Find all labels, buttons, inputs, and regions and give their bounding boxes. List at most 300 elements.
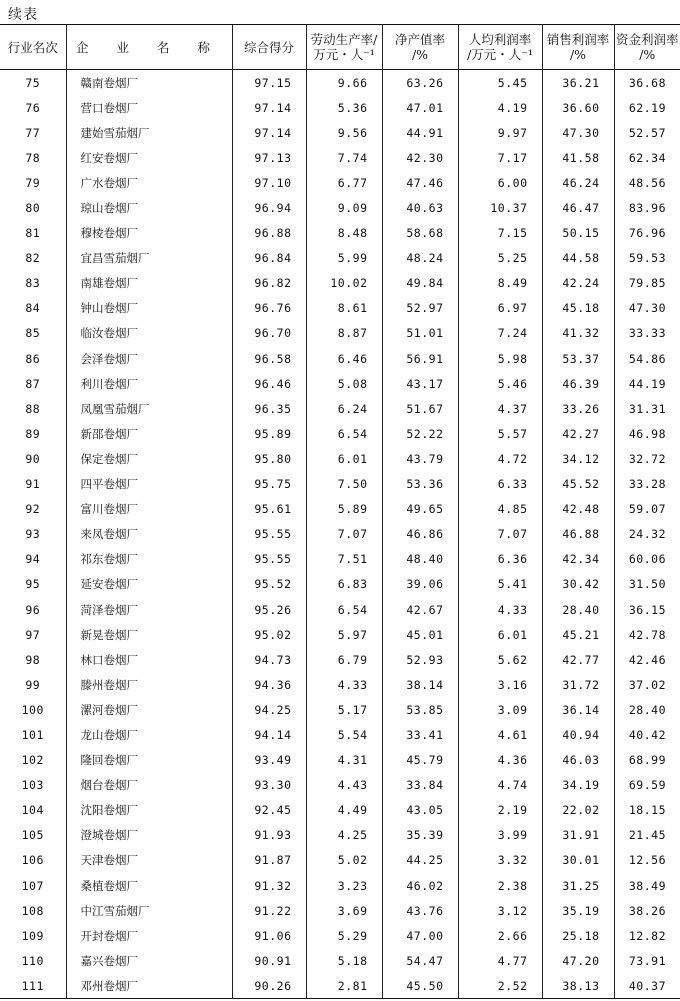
enterprise-name-cell: 营口卷烟厂 xyxy=(66,95,232,120)
table-row xyxy=(0,622,680,647)
rank-cell: 78 xyxy=(25,150,41,165)
capital-profit-rate-cell: 79.85 xyxy=(614,271,680,296)
labor-productivity-cell: 3.69 xyxy=(306,898,382,923)
net-output-rate-cell: 43.76 xyxy=(382,898,458,923)
sales-profit-rate-cell: 46.24 xyxy=(542,170,614,195)
composite-score-cell: 90.91 xyxy=(232,948,306,973)
capital-profit-rate-cell: 28.40 xyxy=(614,697,680,722)
table-row xyxy=(0,597,680,622)
per-capita-profit-cell: 6.36 xyxy=(458,547,542,572)
capital-profit-rate-cell: 12.82 xyxy=(614,923,680,948)
net-output-rate-cell: 58.68 xyxy=(382,221,458,246)
table-row xyxy=(0,948,680,973)
net-output-rate-cell: 51.01 xyxy=(382,321,458,346)
enterprise-name-cell: 中江雪茄烟厂 xyxy=(66,898,232,923)
enterprise-name-cell: 四平卷烟厂 xyxy=(66,472,232,497)
composite-score-cell: 96.58 xyxy=(232,346,306,371)
composite-score-cell: 94.14 xyxy=(232,722,306,747)
capital-profit-rate-cell: 33.33 xyxy=(614,321,680,346)
net-output-rate-cell: 43.05 xyxy=(382,798,458,823)
capital-profit-rate-cell: 59.53 xyxy=(614,246,680,271)
rank-cell: 92 xyxy=(25,502,41,517)
capital-profit-rate-cell: 21.45 xyxy=(614,823,680,848)
capital-profit-rate-cell: 54.86 xyxy=(614,346,680,371)
enterprise-name-cell: 赣南卷烟厂 xyxy=(66,70,232,96)
labor-productivity-cell: 6.77 xyxy=(306,170,382,195)
composite-score-cell: 95.52 xyxy=(232,572,306,597)
labor-productivity-cell: 2.81 xyxy=(306,973,382,999)
sales-profit-rate-cell: 31.25 xyxy=(542,873,614,898)
labor-productivity-cell: 7.50 xyxy=(306,472,382,497)
table-row xyxy=(0,195,680,220)
rank-cell: 102 xyxy=(21,753,44,768)
labor-productivity-cell: 9.56 xyxy=(306,120,382,145)
table-caption: 续表 xyxy=(8,7,38,23)
capital-profit-rate-cell: 31.50 xyxy=(614,572,680,597)
capital-profit-rate-cell: 60.06 xyxy=(614,547,680,572)
sales-profit-rate-cell: 42.27 xyxy=(542,421,614,446)
enterprise-name-cell: 建始雪茄烟厂 xyxy=(66,120,232,145)
table-row xyxy=(0,572,680,597)
per-capita-profit-cell: 3.16 xyxy=(458,672,542,697)
capital-profit-rate-cell: 83.96 xyxy=(614,195,680,220)
net-output-rate-cell: 51.67 xyxy=(382,396,458,421)
composite-score-cell: 96.70 xyxy=(232,321,306,346)
labor-productivity-cell: 5.17 xyxy=(306,697,382,722)
table-row xyxy=(0,446,680,471)
table-row xyxy=(0,271,680,296)
net-output-rate-cell: 48.24 xyxy=(382,246,458,271)
header-sales-profit-rate: 销售利润率 /% xyxy=(542,25,614,70)
enterprise-name-cell: 会泽卷烟厂 xyxy=(66,346,232,371)
composite-score-cell: 95.61 xyxy=(232,497,306,522)
labor-productivity-cell: 5.29 xyxy=(306,923,382,948)
rank-cell: 93 xyxy=(25,527,41,542)
header-per-capita-profit: 人均利润率 /万元・人⁻¹ xyxy=(458,25,542,70)
per-capita-profit-cell: 2.52 xyxy=(458,973,542,999)
capital-profit-rate-cell: 40.37 xyxy=(614,973,680,999)
net-output-rate-cell: 42.67 xyxy=(382,597,458,622)
rank-cell: 90 xyxy=(25,451,41,466)
composite-score-cell: 97.13 xyxy=(232,145,306,170)
labor-productivity-cell: 10.02 xyxy=(306,271,382,296)
per-capita-profit-cell: 7.15 xyxy=(458,221,542,246)
rank-cell: 95 xyxy=(25,577,41,592)
net-output-rate-cell: 44.25 xyxy=(382,848,458,873)
header-row xyxy=(0,25,680,70)
labor-productivity-cell: 5.08 xyxy=(306,371,382,396)
composite-score-cell: 96.35 xyxy=(232,396,306,421)
per-capita-profit-cell: 7.17 xyxy=(458,145,542,170)
capital-profit-rate-cell: 33.28 xyxy=(614,472,680,497)
labor-productivity-cell: 5.97 xyxy=(306,622,382,647)
labor-productivity-cell: 8.61 xyxy=(306,296,382,321)
labor-productivity-cell: 4.25 xyxy=(306,823,382,848)
capital-profit-rate-cell: 36.15 xyxy=(614,597,680,622)
enterprise-name-cell: 钟山卷烟厂 xyxy=(66,296,232,321)
net-output-rate-cell: 45.01 xyxy=(382,622,458,647)
sales-profit-rate-cell: 45.52 xyxy=(542,472,614,497)
table-row xyxy=(0,547,680,572)
rank-cell: 109 xyxy=(21,928,44,943)
header-rank: 行业名次 xyxy=(0,25,66,70)
composite-score-cell: 90.26 xyxy=(232,973,306,999)
sales-profit-rate-cell: 53.37 xyxy=(542,346,614,371)
composite-score-cell: 95.75 xyxy=(232,472,306,497)
net-output-rate-cell: 52.22 xyxy=(382,421,458,446)
rank-cell: 104 xyxy=(21,803,44,818)
composite-score-cell: 96.76 xyxy=(232,296,306,321)
sales-profit-rate-cell: 44.58 xyxy=(542,246,614,271)
per-capita-profit-cell: 6.00 xyxy=(458,170,542,195)
per-capita-profit-cell: 2.38 xyxy=(458,873,542,898)
enterprise-name-cell: 澄城卷烟厂 xyxy=(66,823,232,848)
table-row xyxy=(0,522,680,547)
net-output-rate-cell: 52.97 xyxy=(382,296,458,321)
rank-cell: 87 xyxy=(25,376,41,391)
labor-productivity-cell: 6.54 xyxy=(306,597,382,622)
net-output-rate-cell: 35.39 xyxy=(382,823,458,848)
capital-profit-rate-cell: 76.96 xyxy=(614,221,680,246)
rank-cell: 85 xyxy=(25,326,41,341)
capital-profit-rate-cell: 40.42 xyxy=(614,722,680,747)
rank-cell: 107 xyxy=(21,878,44,893)
table-row xyxy=(0,697,680,722)
table-row xyxy=(0,748,680,773)
capital-profit-rate-cell: 46.98 xyxy=(614,421,680,446)
enterprise-name-cell: 南雄卷烟厂 xyxy=(66,271,232,296)
enterprise-name-cell: 龙山卷烟厂 xyxy=(66,722,232,747)
sales-profit-rate-cell: 36.21 xyxy=(542,70,614,96)
rank-cell: 111 xyxy=(0,973,66,999)
table-row xyxy=(0,898,680,923)
per-capita-profit-cell: 4.85 xyxy=(458,497,542,522)
sales-profit-rate-cell: 41.32 xyxy=(542,321,614,346)
rank-cell: 77 xyxy=(25,125,41,140)
net-output-rate-cell: 53.36 xyxy=(382,472,458,497)
table-row xyxy=(0,497,680,522)
table-row xyxy=(0,773,680,798)
per-capita-profit-cell: 5.62 xyxy=(458,647,542,672)
rank-cell: 105 xyxy=(21,828,44,843)
per-capita-profit-cell: 2.19 xyxy=(458,798,542,823)
enterprise-name-cell: 桑植卷烟厂 xyxy=(66,873,232,898)
net-output-rate-cell: 43.79 xyxy=(382,446,458,471)
sales-profit-rate-cell: 50.15 xyxy=(542,221,614,246)
labor-productivity-cell: 4.33 xyxy=(306,672,382,697)
table-row xyxy=(0,346,680,371)
rank-cell: 75 xyxy=(25,75,41,90)
net-output-rate-cell: 63.26 xyxy=(382,70,458,96)
capital-profit-rate-cell: 73.91 xyxy=(614,948,680,973)
labor-productivity-cell: 6.01 xyxy=(306,446,382,471)
net-output-rate-cell: 45.50 xyxy=(382,973,458,999)
labor-productivity-cell: 6.54 xyxy=(306,421,382,446)
sales-profit-rate-cell: 42.77 xyxy=(542,647,614,672)
table-row xyxy=(0,95,680,120)
per-capita-profit-cell: 3.12 xyxy=(458,898,542,923)
net-output-rate-cell: 44.91 xyxy=(382,120,458,145)
table-body xyxy=(0,70,680,999)
capital-profit-rate-cell: 38.49 xyxy=(614,873,680,898)
labor-productivity-cell: 8.87 xyxy=(306,321,382,346)
labor-productivity-cell: 9.66 xyxy=(306,70,382,96)
composite-score-cell: 96.46 xyxy=(232,371,306,396)
enterprise-ranking-table xyxy=(0,24,680,999)
table-row xyxy=(0,145,680,170)
per-capita-profit-cell: 2.66 xyxy=(458,923,542,948)
rank-cell: 96 xyxy=(25,602,41,617)
table-row xyxy=(0,321,680,346)
composite-score-cell: 96.82 xyxy=(232,271,306,296)
capital-profit-rate-cell: 47.30 xyxy=(614,296,680,321)
per-capita-profit-cell: 6.01 xyxy=(458,622,542,647)
header-capital-profit-rate: 资金利润率 /% xyxy=(614,25,680,70)
capital-profit-rate-cell: 59.07 xyxy=(614,497,680,522)
capital-profit-rate-cell: 52.57 xyxy=(614,120,680,145)
per-capita-profit-cell: 5.45 xyxy=(458,70,542,96)
capital-profit-rate-cell: 62.34 xyxy=(614,145,680,170)
sales-profit-rate-cell: 30.42 xyxy=(542,572,614,597)
enterprise-name-cell: 利川卷烟厂 xyxy=(66,371,232,396)
net-output-rate-cell: 45.79 xyxy=(382,748,458,773)
enterprise-name-cell: 沈阳卷烟厂 xyxy=(66,798,232,823)
net-output-rate-cell: 38.14 xyxy=(382,672,458,697)
composite-score-cell: 94.36 xyxy=(232,672,306,697)
header-enterprise-name: 企 业 名 称 xyxy=(66,25,232,70)
sales-profit-rate-cell: 45.21 xyxy=(542,622,614,647)
rank-cell: 108 xyxy=(21,903,44,918)
per-capita-profit-cell: 5.25 xyxy=(458,246,542,271)
sales-profit-rate-cell: 40.94 xyxy=(542,722,614,747)
per-capita-profit-cell: 4.72 xyxy=(458,446,542,471)
composite-score-cell: 96.94 xyxy=(232,195,306,220)
table-row xyxy=(0,296,680,321)
sales-profit-rate-cell: 22.02 xyxy=(542,798,614,823)
net-output-rate-cell: 48.40 xyxy=(382,547,458,572)
rank-cell: 80 xyxy=(25,201,41,216)
net-output-rate-cell: 39.06 xyxy=(382,572,458,597)
capital-profit-rate-cell: 32.72 xyxy=(614,446,680,471)
composite-score-cell: 91.93 xyxy=(232,823,306,848)
sales-profit-rate-cell: 45.18 xyxy=(542,296,614,321)
composite-score-cell: 94.73 xyxy=(232,647,306,672)
table-row xyxy=(0,672,680,697)
capital-profit-rate-cell: 31.31 xyxy=(614,396,680,421)
enterprise-name-cell: 嘉兴卷烟厂 xyxy=(66,948,232,973)
table-row xyxy=(0,70,680,96)
rank-cell: 103 xyxy=(21,778,44,793)
rank-cell: 81 xyxy=(25,226,41,241)
header-labor-productivity: 劳动生产率/ 万元・人⁻¹ xyxy=(306,25,382,70)
per-capita-profit-cell: 4.74 xyxy=(458,773,542,798)
enterprise-name-cell: 新晃卷烟厂 xyxy=(66,622,232,647)
sales-profit-rate-cell: 41.58 xyxy=(542,145,614,170)
rank-cell: 83 xyxy=(25,276,41,291)
composite-score-cell: 96.88 xyxy=(232,221,306,246)
labor-productivity-cell: 4.43 xyxy=(306,773,382,798)
enterprise-name-cell: 滕州卷烟厂 xyxy=(66,672,232,697)
sales-profit-rate-cell: 28.40 xyxy=(542,597,614,622)
capital-profit-rate-cell: 48.56 xyxy=(614,170,680,195)
labor-productivity-cell: 6.46 xyxy=(306,346,382,371)
table-row xyxy=(0,873,680,898)
enterprise-name-cell: 临汝卷烟厂 xyxy=(66,321,232,346)
sales-profit-rate-cell: 47.30 xyxy=(542,120,614,145)
sales-profit-rate-cell: 34.19 xyxy=(542,773,614,798)
enterprise-name-cell: 邓州卷烟厂 xyxy=(66,973,232,999)
labor-productivity-cell: 7.07 xyxy=(306,522,382,547)
sales-profit-rate-cell: 35.19 xyxy=(542,898,614,923)
labor-productivity-cell: 6.24 xyxy=(306,396,382,421)
net-output-rate-cell: 47.46 xyxy=(382,170,458,195)
enterprise-name-cell: 保定卷烟厂 xyxy=(66,446,232,471)
sales-profit-rate-cell: 46.39 xyxy=(542,371,614,396)
per-capita-profit-cell: 5.57 xyxy=(458,421,542,446)
per-capita-profit-cell: 4.19 xyxy=(458,95,542,120)
per-capita-profit-cell: 5.98 xyxy=(458,346,542,371)
net-output-rate-cell: 33.41 xyxy=(382,722,458,747)
enterprise-name-cell: 菏泽卷烟厂 xyxy=(66,597,232,622)
per-capita-profit-cell: 6.33 xyxy=(458,472,542,497)
net-output-rate-cell: 52.93 xyxy=(382,647,458,672)
per-capita-profit-cell: 5.46 xyxy=(458,371,542,396)
capital-profit-rate-cell: 38.26 xyxy=(614,898,680,923)
composite-score-cell: 94.25 xyxy=(232,697,306,722)
table-row xyxy=(0,798,680,823)
enterprise-name-cell: 来凤卷烟厂 xyxy=(66,522,232,547)
rank-cell: 94 xyxy=(25,552,41,567)
net-output-rate-cell: 43.17 xyxy=(382,371,458,396)
sales-profit-rate-cell: 25.18 xyxy=(542,923,614,948)
net-output-rate-cell: 47.01 xyxy=(382,95,458,120)
net-output-rate-cell: 42.30 xyxy=(382,145,458,170)
net-output-rate-cell: 49.65 xyxy=(382,497,458,522)
table-row xyxy=(0,823,680,848)
labor-productivity-cell: 6.79 xyxy=(306,647,382,672)
header-net-output-rate: 净产值率 /% xyxy=(382,25,458,70)
sales-profit-rate-cell: 34.12 xyxy=(542,446,614,471)
per-capita-profit-cell: 4.37 xyxy=(458,396,542,421)
labor-productivity-cell: 5.36 xyxy=(306,95,382,120)
table-row xyxy=(0,647,680,672)
per-capita-profit-cell: 8.49 xyxy=(458,271,542,296)
composite-score-cell: 97.10 xyxy=(232,170,306,195)
net-output-rate-cell: 56.91 xyxy=(382,346,458,371)
composite-score-cell: 91.87 xyxy=(232,848,306,873)
labor-productivity-cell: 4.31 xyxy=(306,748,382,773)
rank-cell: 86 xyxy=(25,351,41,366)
rank-cell: 89 xyxy=(25,426,41,441)
composite-score-cell: 95.55 xyxy=(232,547,306,572)
net-output-rate-cell: 49.84 xyxy=(382,271,458,296)
sales-profit-rate-cell: 33.26 xyxy=(542,396,614,421)
labor-productivity-cell: 9.09 xyxy=(306,195,382,220)
rank-cell: 84 xyxy=(25,301,41,316)
rank-cell: 106 xyxy=(21,853,44,868)
enterprise-name-cell: 林口卷烟厂 xyxy=(66,647,232,672)
capital-profit-rate-cell: 42.46 xyxy=(614,647,680,672)
enterprise-name-cell: 新邵卷烟厂 xyxy=(66,421,232,446)
enterprise-name-cell: 天津卷烟厂 xyxy=(66,848,232,873)
enterprise-name-cell: 烟台卷烟厂 xyxy=(66,773,232,798)
sales-profit-rate-cell: 47.20 xyxy=(542,948,614,973)
composite-score-cell: 93.30 xyxy=(232,773,306,798)
sales-profit-rate-cell: 36.14 xyxy=(542,697,614,722)
composite-score-cell: 95.55 xyxy=(232,522,306,547)
rank-cell: 88 xyxy=(25,401,41,416)
composite-score-cell: 91.22 xyxy=(232,898,306,923)
enterprise-name-cell: 延安卷烟厂 xyxy=(66,572,232,597)
composite-score-cell: 95.26 xyxy=(232,597,306,622)
net-output-rate-cell: 54.47 xyxy=(382,948,458,973)
net-output-rate-cell: 47.00 xyxy=(382,923,458,948)
table-row xyxy=(0,120,680,145)
enterprise-name-cell: 红安卷烟厂 xyxy=(66,145,232,170)
capital-profit-rate-cell: 68.99 xyxy=(614,748,680,773)
rank-cell: 101 xyxy=(21,727,44,742)
labor-productivity-cell: 8.48 xyxy=(306,221,382,246)
per-capita-profit-cell: 6.97 xyxy=(458,296,542,321)
capital-profit-rate-cell: 42.78 xyxy=(614,622,680,647)
table-row xyxy=(0,848,680,873)
composite-score-cell: 95.02 xyxy=(232,622,306,647)
rank-cell: 99 xyxy=(25,677,41,692)
sales-profit-rate-cell: 36.60 xyxy=(542,95,614,120)
composite-score-cell: 97.15 xyxy=(232,70,306,96)
table-row xyxy=(0,722,680,747)
enterprise-name-cell: 穆棱卷烟厂 xyxy=(66,221,232,246)
per-capita-profit-cell: 3.99 xyxy=(458,823,542,848)
labor-productivity-cell: 5.18 xyxy=(306,948,382,973)
sales-profit-rate-cell: 42.48 xyxy=(542,497,614,522)
rank-cell: 82 xyxy=(25,251,41,266)
enterprise-name-cell: 祁东卷烟厂 xyxy=(66,547,232,572)
per-capita-profit-cell: 5.41 xyxy=(458,572,542,597)
capital-profit-rate-cell: 12.56 xyxy=(614,848,680,873)
table-row xyxy=(0,472,680,497)
capital-profit-rate-cell: 37.02 xyxy=(614,672,680,697)
table-row xyxy=(0,923,680,948)
composite-score-cell: 91.06 xyxy=(232,923,306,948)
per-capita-profit-cell: 7.24 xyxy=(458,321,542,346)
labor-productivity-cell: 6.83 xyxy=(306,572,382,597)
enterprise-name-cell: 广水卷烟厂 xyxy=(66,170,232,195)
per-capita-profit-cell: 7.07 xyxy=(458,522,542,547)
capital-profit-rate-cell: 24.32 xyxy=(614,522,680,547)
sales-profit-rate-cell: 42.24 xyxy=(542,271,614,296)
labor-productivity-cell: 5.02 xyxy=(306,848,382,873)
net-output-rate-cell: 40.63 xyxy=(382,195,458,220)
sales-profit-rate-cell: 30.01 xyxy=(542,848,614,873)
rank-cell: 76 xyxy=(25,100,41,115)
sales-profit-rate-cell: 46.03 xyxy=(542,748,614,773)
composite-score-cell: 93.49 xyxy=(232,748,306,773)
rank-cell: 98 xyxy=(25,652,41,667)
rank-cell: 97 xyxy=(25,627,41,642)
rank-cell: 91 xyxy=(25,477,41,492)
sales-profit-rate-cell: 46.47 xyxy=(542,195,614,220)
table-row xyxy=(0,246,680,271)
sales-profit-rate-cell: 31.91 xyxy=(542,823,614,848)
table-row xyxy=(0,973,680,999)
net-output-rate-cell: 53.85 xyxy=(382,697,458,722)
per-capita-profit-cell: 9.97 xyxy=(458,120,542,145)
table-row xyxy=(0,221,680,246)
labor-productivity-cell: 4.49 xyxy=(306,798,382,823)
enterprise-name-cell: 开封卷烟厂 xyxy=(66,923,232,948)
rank-cell: 100 xyxy=(21,702,44,717)
